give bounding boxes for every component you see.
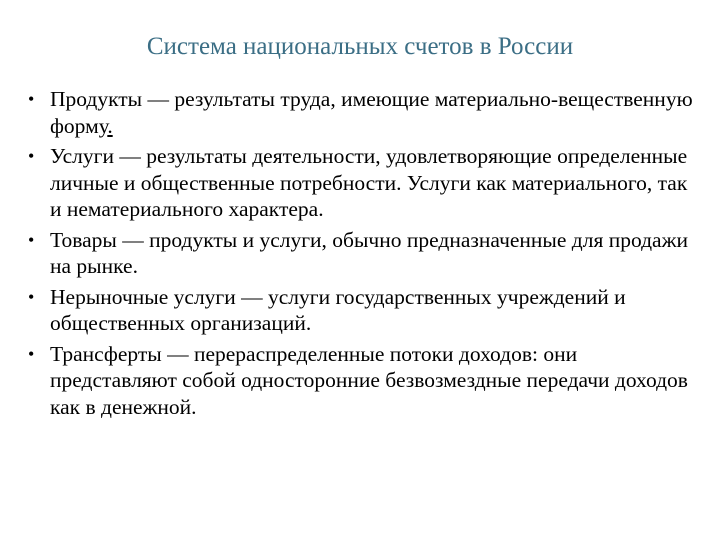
bullet-text-products: [50, 86, 704, 139]
list-item: [28, 86, 704, 139]
list-item: [28, 284, 704, 337]
bullet-icon: •: [28, 286, 35, 307]
list-item: [28, 341, 704, 421]
bullet-text-goods: Товары — продукты и услуги, обычно предназначенные для продажи на рынке.: [50, 227, 688, 278]
bullet-icon: •: [28, 343, 35, 364]
bullet-text-services: Услуги — результаты деятельности, удовлетворяющие определенные личные и общественные потребности. Услуги как материального, так и нематериального характера.: [50, 144, 688, 221]
bullet-icon: •: [28, 229, 35, 250]
bullet-icon: •: [28, 146, 35, 166]
bullet-list: [28, 86, 704, 424]
list-item: [28, 143, 704, 223]
bullet-text-nonmarket-services: Нерыночные услуги — услуги государственных учреждений и общественных организаций.: [50, 284, 626, 335]
bullet-text-products-main: Продукты — результаты труда, имеющие материально-вещественную форму: [50, 87, 693, 138]
bullet-icon: •: [28, 89, 35, 109]
bullet-text-transfers: Трансферты — перераспределенные потоки доходов: они представляют собой односторонние безвозмездные передачи доходов как в денежной.: [50, 341, 688, 419]
list-item: [28, 227, 704, 280]
slide-title: Система национальных счетов в России: [146, 33, 574, 60]
bullet-text-products-tail: .: [107, 113, 113, 138]
